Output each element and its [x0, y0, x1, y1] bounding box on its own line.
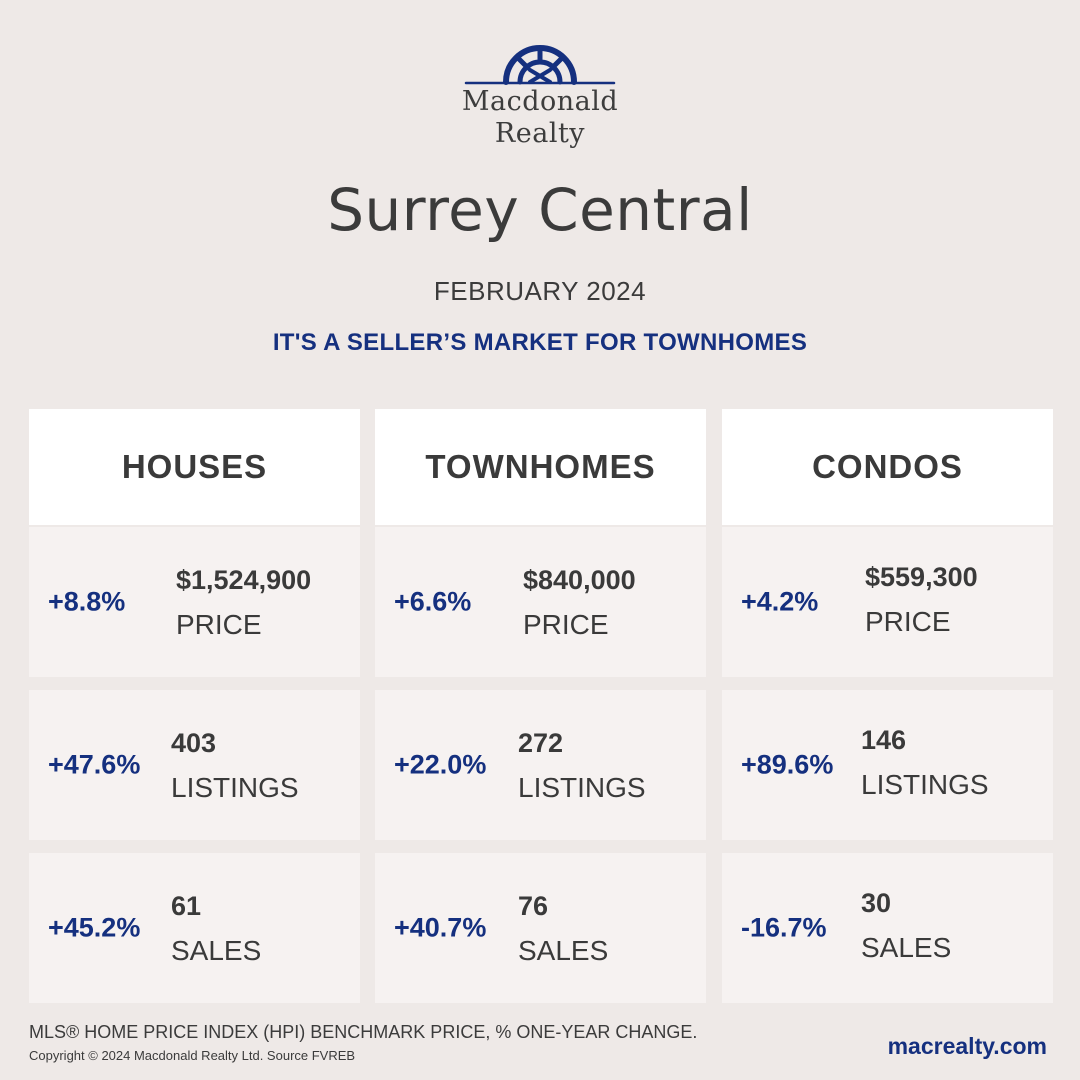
listings-change: +22.0% [394, 749, 487, 780]
column-heading: CONDOS [722, 409, 1053, 525]
houses-column [29, 409, 360, 966]
listings-card [722, 690, 1053, 840]
listings-label: LISTINGS [518, 772, 646, 803]
sales-value: 30 [861, 888, 892, 918]
sales-card [375, 853, 706, 1003]
copyright-text: Copyright © 2024 Macdonald Realty Ltd. Source FVREB [29, 1048, 356, 1063]
website-link[interactable]: macrealty.com [887, 1033, 1047, 1059]
column-heading: TOWNHOMES [375, 409, 706, 525]
listings-change: +47.6% [48, 749, 141, 780]
brand-name-line2: Realty [494, 118, 586, 149]
listings-change: +89.6% [741, 749, 834, 780]
listings-card [375, 690, 706, 840]
price-card [29, 527, 360, 677]
price-card [375, 527, 706, 677]
sales-card [29, 853, 360, 1003]
listings-value: 146 [861, 725, 907, 755]
listings-value: 403 [171, 728, 217, 758]
market-headline: IT'S A SELLER’S MARKET FOR TOWNHOMES [272, 329, 808, 356]
price-label: PRICE [176, 609, 262, 640]
sales-value: 76 [518, 891, 549, 921]
listings-value: 272 [518, 728, 564, 758]
brand-logo [0, 40, 1080, 150]
price-change: +8.8% [48, 586, 126, 617]
price-change: +4.2% [741, 586, 819, 617]
sales-change: +40.7% [394, 912, 487, 943]
sales-label: SALES [171, 935, 262, 966]
price-value: $1,524,900 [176, 565, 312, 595]
listings-label: LISTINGS [861, 769, 989, 800]
sales-change: +45.2% [48, 912, 141, 943]
price-value: $559,300 [865, 562, 978, 592]
price-label: PRICE [865, 606, 951, 637]
price-change: +6.6% [394, 586, 472, 617]
listings-label: LISTINGS [171, 772, 299, 803]
listings-card [29, 690, 360, 840]
sales-card [722, 853, 1053, 1003]
sales-label: SALES [861, 932, 952, 963]
condos-column [722, 409, 1053, 963]
hpi-footnote: MLS® HOME PRICE INDEX (HPI) BENCHMARK PRICE, % ONE-YEAR CHANGE. [29, 1022, 698, 1042]
brand-name-line1: Macdonald [461, 86, 619, 117]
townhomes-column [375, 409, 706, 966]
sales-label: SALES [518, 935, 609, 966]
price-value: $840,000 [523, 565, 636, 595]
sales-change: -16.7% [741, 912, 827, 943]
column-heading: HOUSES [29, 409, 360, 525]
sales-value: 61 [171, 891, 202, 921]
report-month: FEBRUARY 2024 [433, 276, 647, 306]
page-title: Surrey Central [327, 176, 753, 244]
price-card [722, 527, 1053, 677]
macdonald-realty-emblem-icon [464, 40, 616, 86]
price-label: PRICE [523, 609, 609, 640]
